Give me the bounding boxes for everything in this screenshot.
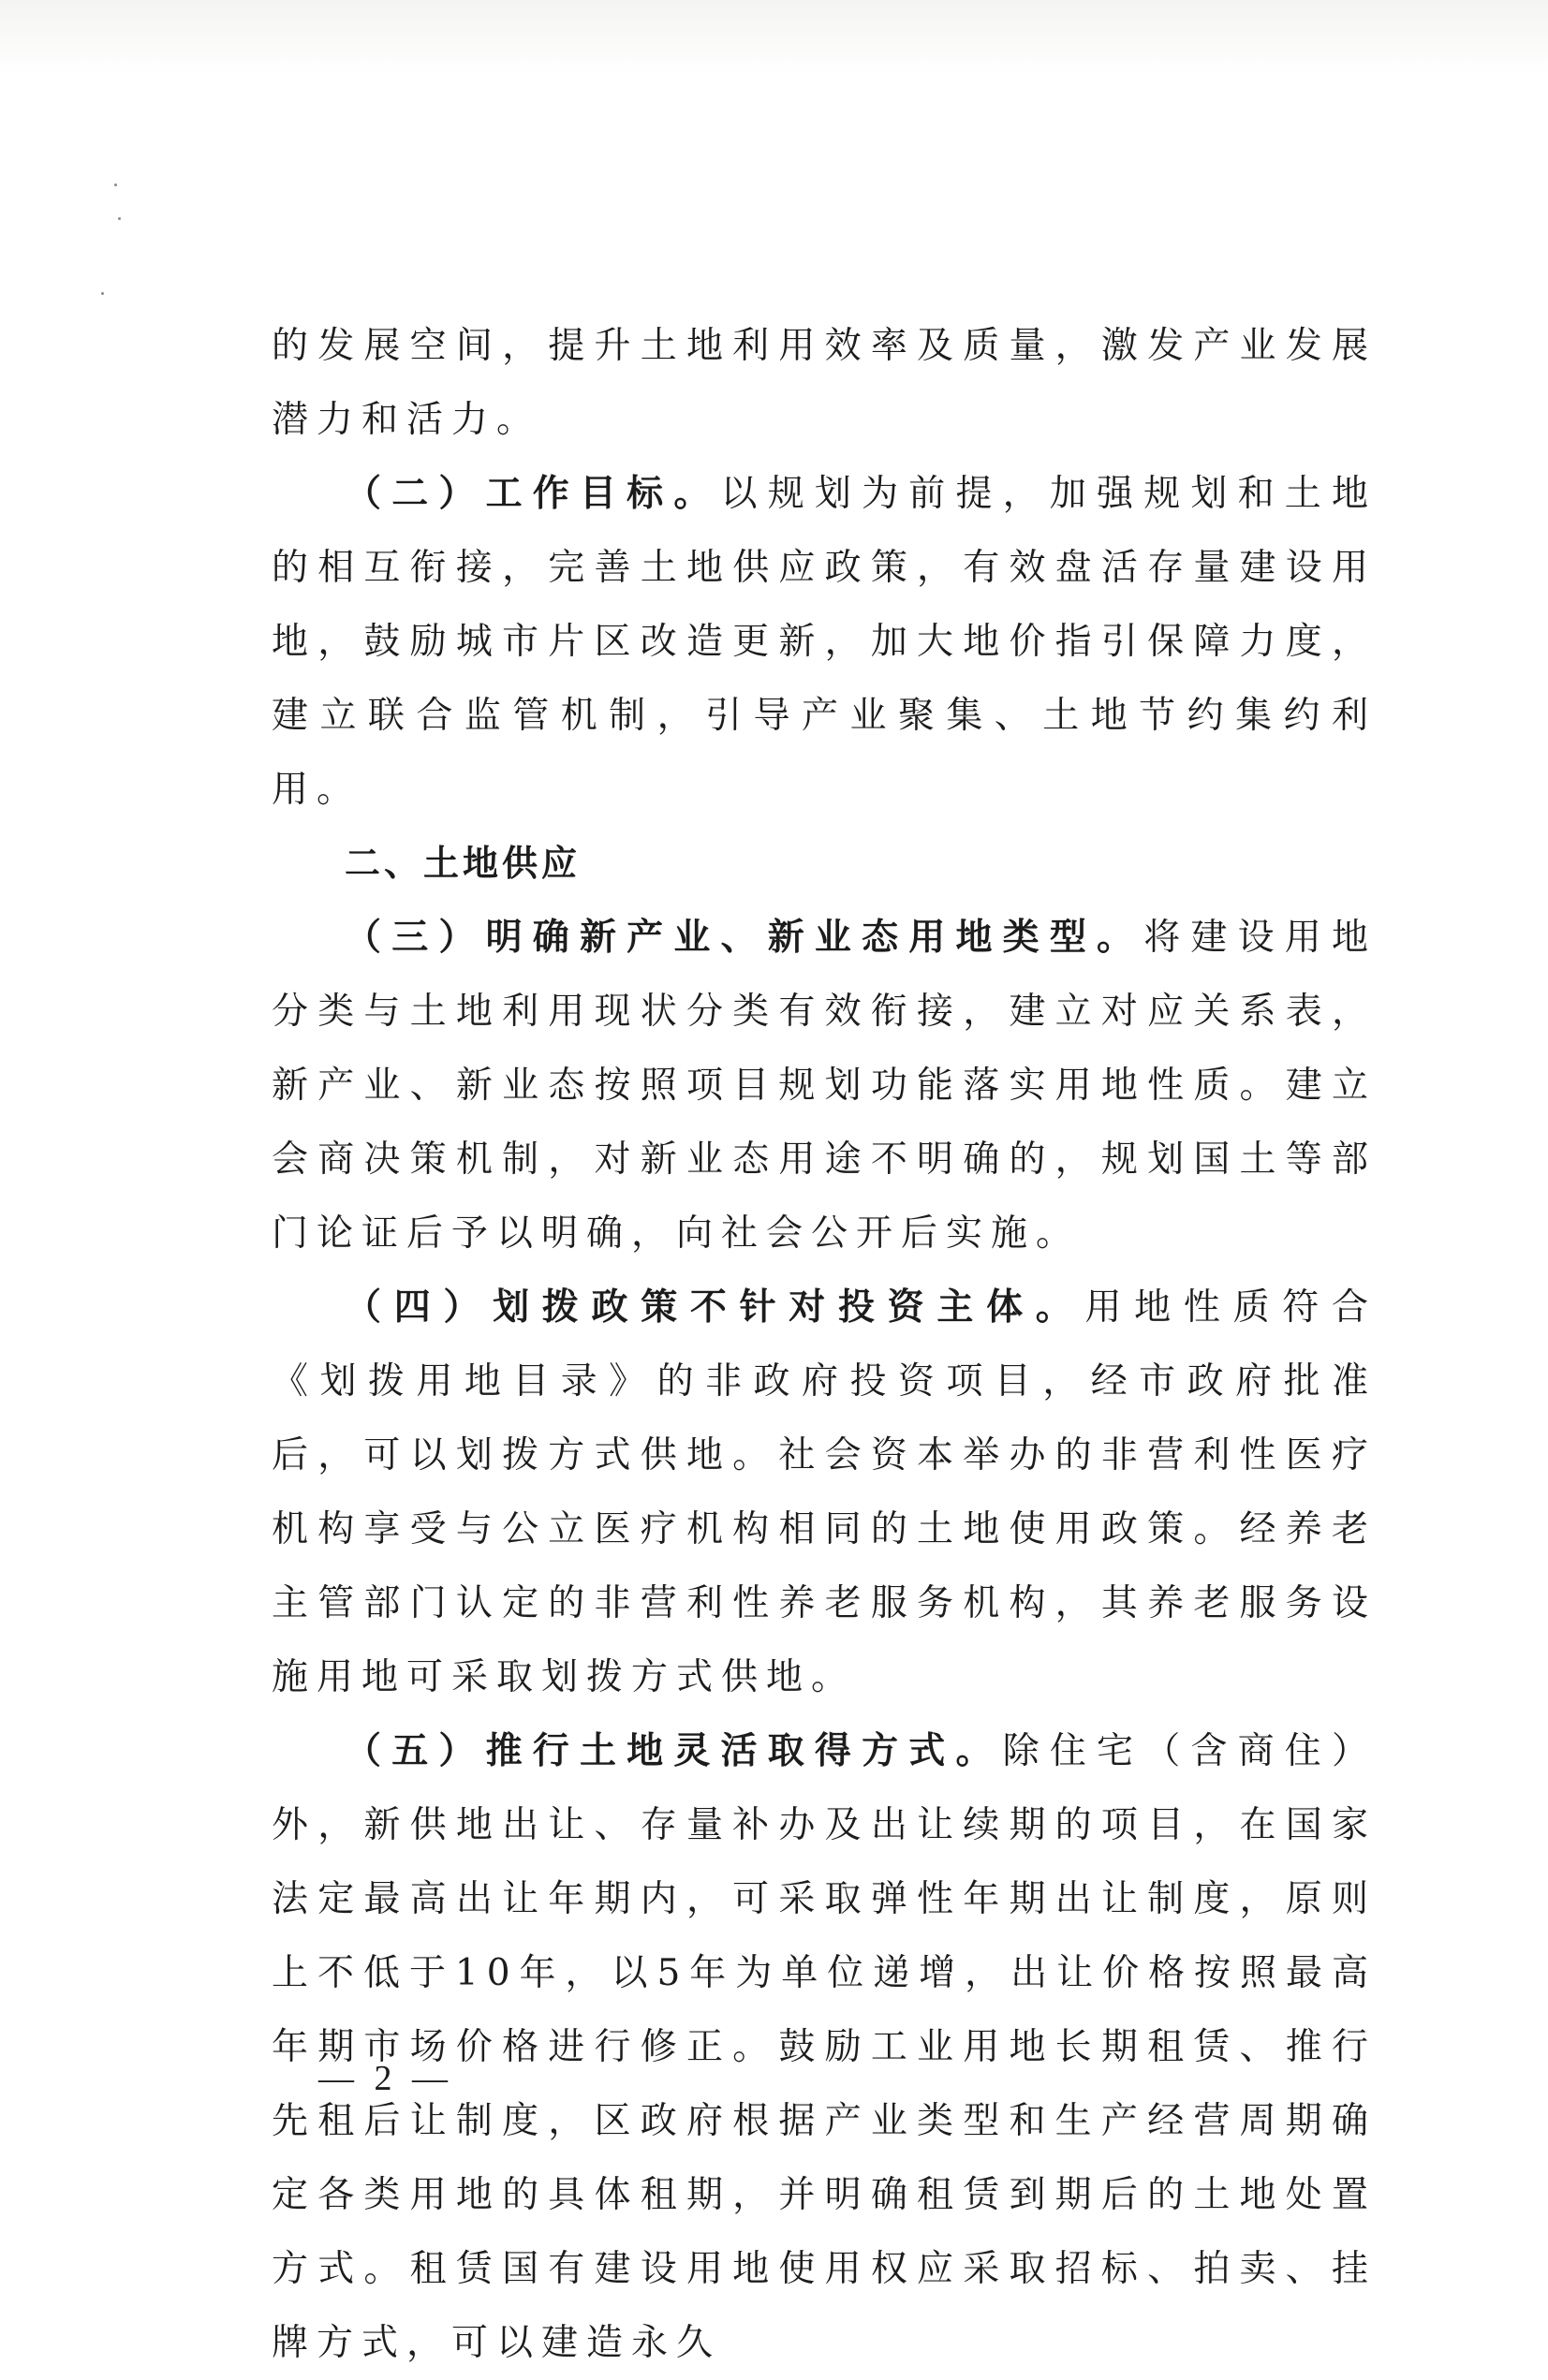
paragraph-allocation-policy <box>272 1271 1377 1714</box>
page-number: — 2 — <box>318 2059 453 2098</box>
section-heading: 二、土地供应 <box>345 843 582 884</box>
paragraph-text: 用地性质符合《划拨用地目录》的非政府投资项目，经市政府批准后，可以划拨方式供地。社会资本举办的非营利性医疗机构享受与公立医疗机构相同的土地使用政策。经养老主管部门认定的非营利性养老服务机构，其养老服务设施用地可采取划拨方式供地。 <box>272 1286 1377 1698</box>
paragraph-continuation: 的发展空间，提升土地利用效率及质量，激发产业发展潜力和活力。 <box>272 325 1377 441</box>
paragraph-lead: （五）推行土地灵活取得方式。 <box>345 1729 1003 1772</box>
paragraph-flexible-acquisition <box>272 1714 1377 2380</box>
paragraph-lead: （二）工作目标。 <box>345 472 721 515</box>
paragraph-lead: （四）划拨政策不针对投资主体。 <box>345 1285 1085 1329</box>
paragraph-lead: （三）明确新产业、新业态用地类型。 <box>345 916 1144 959</box>
paragraph-work-goals <box>272 457 1377 827</box>
scan-edge-shadow <box>0 0 1548 75</box>
paragraph-text: 将建设用地分类与土地利用现状分类有效衔接，建立对应关系表，新产业、新业态按照项目规划功能落实用地性质。建立会商决策机制，对新业态用途不明确的，规划国土等部门论证后予以明确，向社会公开后实施。 <box>272 917 1377 1255</box>
scan-speck <box>101 292 104 295</box>
paragraph-text: 除住宅（含商住）外，新供地出让、存量补办及出让续期的项目，在国家法定最高出让年期内，可采取弹性年期出让制度，原则上不低于10年，以5年为单位递增，出让价格按照最高年期市场价格进行修正。鼓励工业用地长期租赁、推行先租后让制度，区政府根据产业类型和生产经营周期确定各类用地的具体租期，并明确租赁到期后的土地处置方式。租赁国有建设用地使用权应采取招标、拍卖、挂牌方式，可以建造永久 <box>272 1730 1377 2364</box>
scan-speck <box>118 217 121 220</box>
paragraph-text: 以规划为前提，加强规划和土地的相互衔接，完善土地供应政策，有效盘活存量建设用地，鼓励城市片区改造更新，加大地价指引保障力度，建立联合监管机制，引导产业聚集、土地节约集约利用。 <box>272 473 1377 811</box>
paragraph-land-use-types <box>272 901 1377 1271</box>
scan-speck <box>114 184 117 186</box>
